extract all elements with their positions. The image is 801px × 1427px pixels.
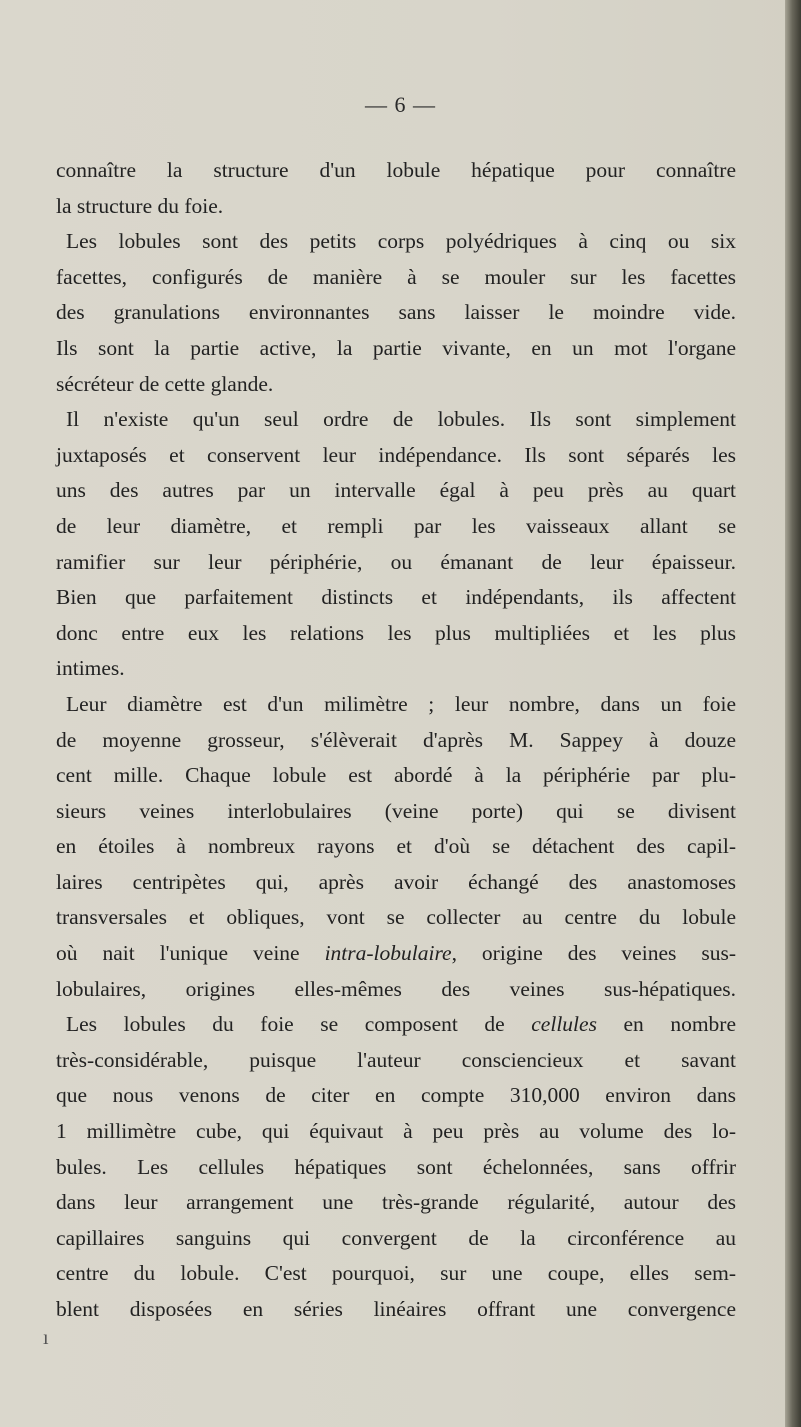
body-text: [56, 153, 736, 1328]
text-segment: où nait l'unique veine: [56, 941, 325, 966]
text-line: juxtaposés et conservent leur indépendance. Ils sont séparés les: [56, 442, 736, 467]
margin-mark: ı: [43, 1327, 49, 1349]
text-line: [56, 936, 736, 972]
text-line: Bien que parfaitement distincts et indépendants, ils affectent: [56, 585, 736, 610]
text-line: facettes, configurés de manière à se mouler sur les facettes: [56, 264, 736, 289]
text-line: que nous venons de citer en compte 310,000 environ dans: [56, 1083, 736, 1108]
text-segment: en nombre: [596, 1012, 736, 1037]
text-line: sieurs veines interlobulaires (veine porte) qui se divisent: [56, 798, 736, 823]
text-line: cent mille. Chaque lobule est abordé à la périphérie par plu-: [56, 763, 736, 788]
italic-term: intra-lobulaire: [324, 941, 452, 966]
text-line: transversales et obliques, vont se collecter au centre du lobule: [56, 905, 736, 930]
text-line: donc entre eux les relations les plus multipliées et les plus: [56, 620, 736, 645]
text-line: intimes.: [56, 656, 125, 681]
page-number: — 6 —: [365, 92, 436, 117]
text-line: 1 millimètre cube, qui équivaut à peu près au volume des lo-: [56, 1119, 736, 1144]
text-line: Ils sont la partie active, la partie vivante, en un mot l'organe: [56, 335, 736, 360]
text-line: laires centripètes qui, après avoir échangé des anastomoses: [56, 869, 736, 894]
text-line: en étoiles à nombreux rayons et d'où se détachent des capil-: [56, 834, 736, 859]
text-line: de leur diamètre, et rempli par les vaisseaux allant se: [56, 513, 736, 538]
text-line: Leur diamètre est d'un milimètre ; leur nombre, dans un foie: [66, 691, 736, 716]
text-line: [56, 1007, 736, 1043]
text-line: Les lobules sont des petits corps polyédriques à cinq ou six: [66, 229, 736, 254]
text-line: capillaires sanguins qui convergent de la circonférence au: [56, 1225, 736, 1250]
text-line: bules. Les cellules hépatiques sont échelonnées, sans offrir: [56, 1154, 736, 1179]
text-line: lobulaires, origines elles-mêmes des veines sus-hépatiques.: [56, 976, 736, 1001]
text-line: de moyenne grosseur, s'élèverait d'après M. Sappey à douze: [56, 727, 736, 752]
text-line: la structure du foie.: [56, 193, 224, 218]
text-line: très-considérable, puisque l'auteur consciencieux et savant: [56, 1047, 736, 1072]
text-segment: , origine des veines sus-: [451, 941, 736, 966]
italic-term: cellules: [531, 1012, 597, 1037]
page-binding-edge: [785, 0, 801, 1427]
text-line: dans leur arrangement une très-grande régularité, autour des: [56, 1190, 736, 1215]
text-line: des granulations environnantes sans laisser le moindre vide.: [56, 300, 736, 325]
text-line: ramifier sur leur périphérie, ou émanant de leur épaisseur.: [56, 549, 736, 574]
text-line: connaître la structure d'un lobule hépatique pour connaître: [56, 158, 736, 182]
text-line: sécréteur de cette glande.: [56, 371, 274, 396]
text-line: centre du lobule. C'est pourquoi, sur une coupe, elles sem-: [56, 1261, 736, 1286]
text-segment: Les lobules du foie se composent de: [66, 1012, 532, 1037]
text-line: Il n'existe qu'un seul ordre de lobules. Ils sont simplement: [66, 407, 736, 432]
text-line: uns des autres par un intervalle égal à peu près au quart: [56, 478, 736, 503]
text-line: blent disposées en séries linéaires offrant une convergence: [56, 1297, 736, 1321]
